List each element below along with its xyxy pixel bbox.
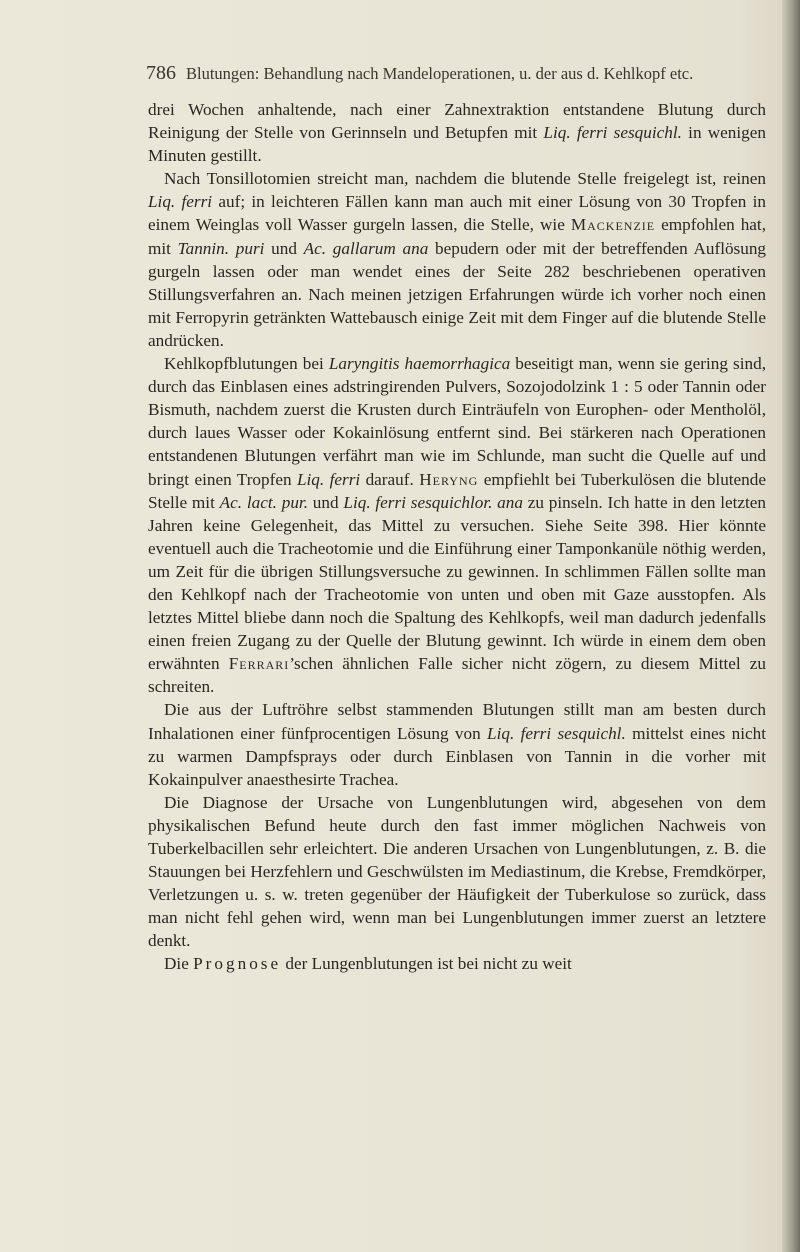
page-edge-shadow — [782, 0, 800, 1252]
paragraph — [148, 352, 766, 698]
italic-term: Liq. ferri sesquichlor. ana — [343, 492, 523, 512]
page-number: 786 — [146, 62, 176, 84]
italic-term: Liq. ferri sesquichl. — [543, 123, 682, 143]
author-name: Ferrari — [228, 654, 290, 674]
text-run: empfohlen hat, mit — [148, 215, 766, 258]
paragraph — [148, 952, 766, 975]
spaced-term: Prognose — [193, 954, 282, 974]
text-run: Die Diagnose der Ursache von Lungenblutungen wird, abgesehen von dem physikalischen Befund heute durch den fast immer möglichen Nachweis von Tuberkelbacillen sehr erleichtert. Die anderen Ursachen von Lungenblutungen, z. B. die Stauungen bei Herzfehlern und Geschwülsten im Mediastinum, die Krebse, Fremdkörper, Verletzungen u. s. w. treten gegenüber der Häufigkeit der Tuberkulose so zurück, dass man nicht fehl gehen wird, wenn man bei Lungenblutungen immer zuerst an letztere denkt. — [148, 792, 766, 951]
paragraph — [148, 698, 766, 790]
paragraph — [148, 167, 766, 352]
text-run: darauf. — [360, 469, 420, 489]
text-run: Kehlkopfblutungen bei — [164, 354, 329, 374]
text-run: der Lungenblutungen ist bei nicht zu weit — [281, 954, 572, 974]
italic-term: Ac. gallarum ana — [303, 238, 429, 258]
text-run: bepudern oder mit der betreffenden Auflösung gurgeln lassen oder man wendet eines der Seite 282 beschriebenen operativen Stillungsverfahren an. Nach meinen jetzigen Erfahrungen würde ich vorher noch einen mit Ferropyrin getränkten Wattebausch einige Zeit mit dem Finger auf die blutende Stelle andrücken. — [148, 238, 767, 350]
italic-term: Liq. ferri — [296, 469, 361, 489]
italic-term: Ac. lact. pur. — [219, 492, 309, 512]
text-run: empfiehlt bei Tuberkulösen die blutende Stelle mit — [148, 469, 767, 512]
italic-term: Laryngitis haemorrhagica — [328, 354, 511, 374]
text-run: und — [264, 238, 304, 258]
italic-term: Liq. ferri sesquichl. — [487, 723, 626, 743]
running-title: Blutungen: Behandlung nach Mandeloperationen, u. der aus d. Kehlkopf etc. — [186, 64, 694, 83]
running-header — [146, 62, 766, 85]
paragraph — [148, 98, 766, 167]
paragraph — [148, 791, 766, 953]
italic-term: Tannin. puri — [177, 238, 265, 258]
text-run: Die — [164, 954, 194, 974]
text-run: beseitigt man, wenn sie gering sind, durch das Einblasen eines adstringirenden Pulvers, Sozojodolzink 1 : 5 oder Tannin oder Bismuth, nachdem zuerst die Krusten durch Einträufeln von Europhen- oder Mentholöl, durch laues Wasser oder Kokainlösung entfernt sind. Bei stärkeren nach Operationen entstandenen Blutungen verfährt man wie im Schlunde, man sucht die Quelle auf und bringt einen Tropfen — [148, 354, 766, 489]
text-run: ’schen ähnlichen Falle sicher nicht zögern, zu diesem Mittel zu schreiten. — [148, 654, 766, 697]
body-text — [148, 98, 766, 976]
text-run: und — [308, 492, 344, 512]
author-name: Mackenzie — [570, 215, 656, 235]
text-run: drei Wochen anhaltende, nach einer Zahnextraktion entstandene Blutung durch Reinigung der Stelle von Gerinnseln und Betupfen mit — [148, 100, 766, 143]
italic-term: Liq. ferri — [148, 192, 213, 212]
author-name: Heryng — [419, 469, 479, 489]
text-run: mittelst eines nicht zu warmen Dampfsprays oder durch Einblasen von Tannin in die vorher mit Kokainpulver anaesthesirte Trachea. — [148, 723, 766, 789]
text-run: Die aus der Luftröhre selbst stammenden Blutungen stillt man am besten durch Inhalationen einer fünfprocentigen Lösung von — [148, 700, 766, 743]
text-run: in wenigen Minuten gestillt. — [148, 123, 766, 166]
text-run: Nach Tonsillotomien streicht man, nachdem die blutende Stelle freigelegt ist, reinen — [164, 169, 766, 189]
text-run: auf; in leichteren Fällen kann man auch mit einer Lösung von 30 Tropfen in einem Weinglas voll Wasser gurgeln lassen, die Stelle, wie — [148, 192, 767, 235]
text-run: zu pinseln. Ich hatte in den letzten Jahren keine Gelegenheit, das Mittel zu versuchen. Siehe Seite 398. Hier könnte eventuell auch die Tracheotomie und die Einführung einer Tamponkanüle nöthig werden, um Zeit für die übrigen Stillungsversuche zu gewinnen. In schlimmen Fällen sollte man den Kehlkopf nach der Tracheotomie von unten und oben mit Gaze ausstopfen. Als letztes Mittel bliebe dann noch die Spaltung des Kehlkopfs, weil man dadurch jedenfalls einen freien Zugang zu der Quelle der Blutung gewinnt. Ich würde in einem dem oben erwähnten — [148, 492, 767, 674]
